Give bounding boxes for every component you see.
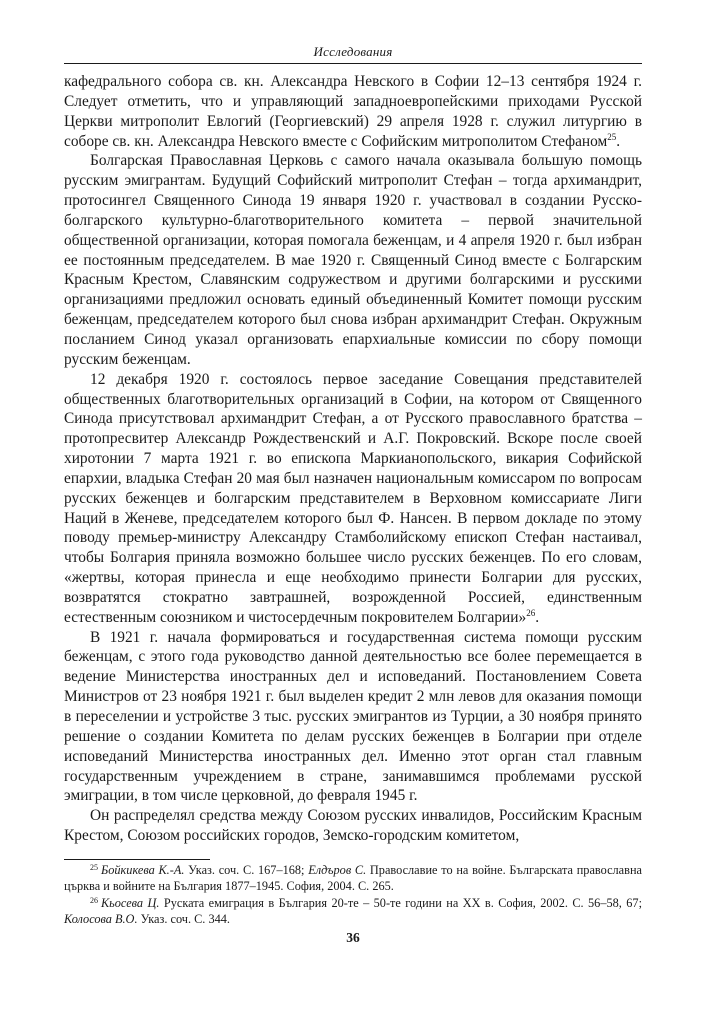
body-text bbox=[64, 72, 642, 846]
header-rule bbox=[64, 63, 642, 64]
paragraph: 12 декабря 1920 г. состоялось первое заседание Совещания представителей общественных благотворительных организаций в Софии, на котором от Священного Синода присутствовал архимандрит Стефан, а от Русского православного братства – протопресвитер Александр Рождественский и А.Г. Покровский. Вскоре после своей хиротонии 7 марта 1921 г. во епископа Маркианопольского, викария Софийской епархии, владыка Стефан 20 мая был назначен национальным комиссаром по вопросам русских беженцев и болгарским представителем в Верховном комиссариате Лиги Наций в Женеве, председателем которого был Ф. Нансен. В первом докладе по этому поводу премьер-министру Александру Стамболийскому епископ Стефан настаивал, чтобы Болгария приняла возможно большее число русских беженцев. По его словам, «жертвы, которая принесла и еще необходимо принести Болгарии для русских, возвратятся стократно завтрашней, возрожденной Россией, единственным естественным союзником и чистосердечным покровителем Болгарии»$^{26}$. bbox=[64, 370, 642, 626]
paragraph: В 1921 г. начала формироваться и государственная система помощи русским беженцам, с этого года руководство данной деятельностью все более перемещается в ведение Министерства иностранных дел и исповеданий. Постановлением Совета Министров от 23 ноября 1921 г. был выделен кредит 2 млн левов для оказания помощи в переселении и устройстве 3 тыс. русских эмигрантов из Турции, а 30 ноября принято решение о создании Комитета по делам русских беженцев в Болгарии при отделе исповеданий Министерства иностранных дел. Именно этот орган стал главным государственным учреждением в стране, занимавшимся проблемами русской эмиграции, в том числе церковной, до февраля 1945 г. bbox=[64, 628, 642, 805]
paragraph: Он распределял средства между Союзом русских инвалидов, Российским Красным Крестом, Союзом российских городов, Земско-городским комитетом, bbox=[64, 807, 642, 845]
footnote-author: Елдъров С. bbox=[308, 863, 367, 877]
footnote-author: Кьосева Ц. bbox=[101, 895, 160, 910]
footnote-author: Колосова В.О. bbox=[64, 912, 138, 927]
footnote-ref[interactable]: 25 bbox=[607, 131, 617, 142]
footnote-number: 26 bbox=[90, 895, 98, 905]
footnote-author: Бойкикева К.-А. bbox=[101, 863, 185, 877]
footnote-ref[interactable]: 26 bbox=[526, 607, 536, 618]
footnotes bbox=[64, 862, 642, 928]
footnote-number: 25 bbox=[90, 863, 98, 872]
footnote: $^{25}$ Бойкикева К.-А. Указ. соч. С. 167–168; Елдъров С. Православие то на войне. Българската православна църква и войните на България 1877–1945. София, 2004. С. 265. bbox=[64, 863, 642, 894]
page-number: 36 bbox=[346, 930, 360, 945]
paragraph: Болгарская Православная Церковь с самого начала оказывала большую помощь русским эмигрантам. Будущий Софийский митрополит Стефан – тогда архимандрит, протосингел Священного Синода 19 января 1920 г. участвовал в создании Русско-болгарского культурно-благотворительного комитета – первой значительной общественной организации, которая помогала беженцам, и 4 апреля 1920 г. был избран ее постоянным председателем. В мае 1920 г. Священный Синод вместе с Болгарским Красным Крестом, Славянским содружеством и другими болгарскими и русскими организациями предложил основать единый объединенный Комитет помощи русским беженцам, председателем которого был снова избран архимандрит Стефан. Окружным посланием Синод указал организовать епархиальные комиссии по сбору помощи русским беженцам. bbox=[64, 152, 642, 368]
footnote: $^{26}$ Кьосева Ц. Руската емиграция в България 20-те – 50-те години на ХХ в. София, 2002. С. 56–58, 67; Колосова В.О. Указ. соч. С. 344. bbox=[64, 895, 642, 927]
running-head: Исследования bbox=[313, 44, 393, 59]
paragraph: кафедрального собора св. кн. Александра Невского в Софии 12–13 сентября 1924 г. Следует отметить, что и управляющий западноевропейскими приходами Русской Церкви митрополит Евлогий (Георгиевский) 29 апреля 1928 г. служил литургию в соборе св. кн. Александра Невского вместе с Софийским митрополитом Стефаном$^{25}$. bbox=[64, 73, 642, 150]
footnote-rule bbox=[64, 859, 210, 860]
